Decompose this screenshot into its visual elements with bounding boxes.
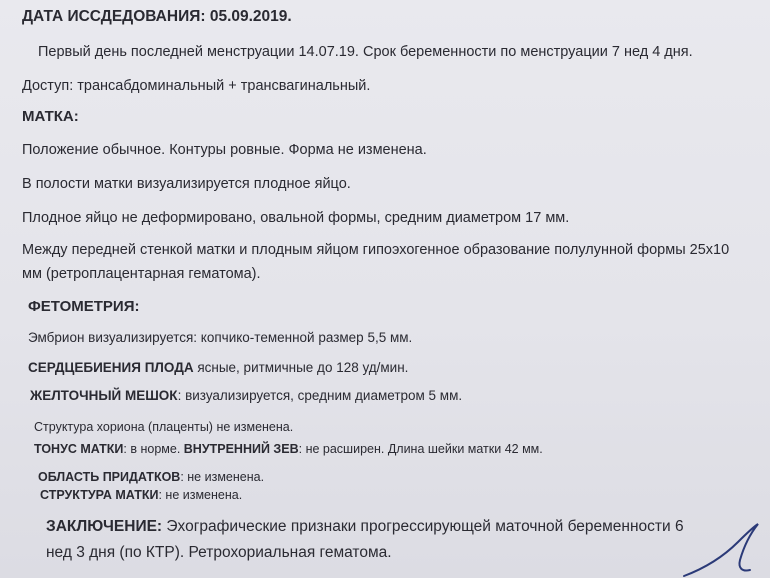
exam-date-label: ДАТА ИССДЕДОВАНИЯ: [22, 8, 206, 25]
uterus-heading: МАТКА: [22, 108, 79, 125]
fetometry-heading: ФЕТОМЕТРИЯ: [28, 298, 140, 315]
uterus-position: Положение обычное. Контуры ровные. Форма не изменена. [22, 142, 427, 158]
internal-os-value: : не расширен. Длина шейки матки 42 мм. [298, 442, 543, 456]
exam-date-value: 05.09.2019. [209, 8, 292, 25]
last-menstruation: Первый день последней менструации 14.07.19. Срок беременности по менструации 7 нед 4 дня. [38, 44, 693, 60]
conclusion-label: ЗАКЛЮЧЕНИЕ: [46, 518, 163, 535]
uterus-structure [40, 488, 242, 502]
chorion-structure: Структура хориона (плаценты) не изменена. [34, 420, 294, 434]
tone-value: : в норме. [123, 442, 184, 456]
heartbeat-label: СЕРДЦЕБИЕНИЯ ПЛОДА [28, 360, 194, 375]
heartbeat-value: ясные, ритмичные до 128 уд/мин. [193, 360, 409, 375]
conclusion-text-1: Эхографические признаки прогрессирующей маточной беременности 6 [162, 518, 684, 535]
hematoma-line-1: Между передней стенкой матки и плодным яйцом гипоэхогенное образование полулунной формы 25х10 [22, 242, 730, 258]
yolk-sac-value: : визуализируется, средним диаметром 5 мм. [177, 388, 463, 403]
conclusion-line-2: нед 3 дня (по КТР). Ретрохориальная гематома. [46, 544, 392, 561]
access-method: Доступ: трансабдоминальный + трансвагинальный. [22, 78, 371, 94]
embryo-crl: Эмбрион визуализируется: копчико-теменной размер 5,5 мм. [28, 330, 413, 345]
adnexa-area [38, 470, 264, 484]
tone-label: ТОНУС МАТКИ [34, 442, 124, 456]
handwritten-signature [680, 520, 770, 578]
hematoma-line-2: мм (ретроплацентарная гематома). [22, 266, 261, 282]
uterine-tone [34, 442, 543, 456]
exam-date [22, 8, 292, 26]
fetal-heartbeat [28, 360, 408, 375]
adnexa-value: : не изменена. [180, 470, 265, 484]
uterus-cavity: В полости матки визуализируется плодное яйцо. [22, 176, 351, 192]
gestational-sac: Плодное яйцо не деформировано, овальной формы, средним диаметром 17 мм. [22, 210, 570, 226]
internal-os-label: ВНУТРЕННИЙ ЗЕВ [183, 442, 299, 456]
uterus-structure-label: СТРУКТУРА МАТКИ [40, 488, 159, 502]
uterus-structure-value: : не изменена. [158, 488, 243, 502]
conclusion-line-1 [46, 518, 684, 536]
adnexa-label: ОБЛАСТЬ ПРИДАТКОВ [38, 470, 181, 484]
yolk-sac [30, 388, 462, 403]
yolk-sac-label: ЖЕЛТОЧНЫЙ МЕШОК [30, 388, 178, 403]
